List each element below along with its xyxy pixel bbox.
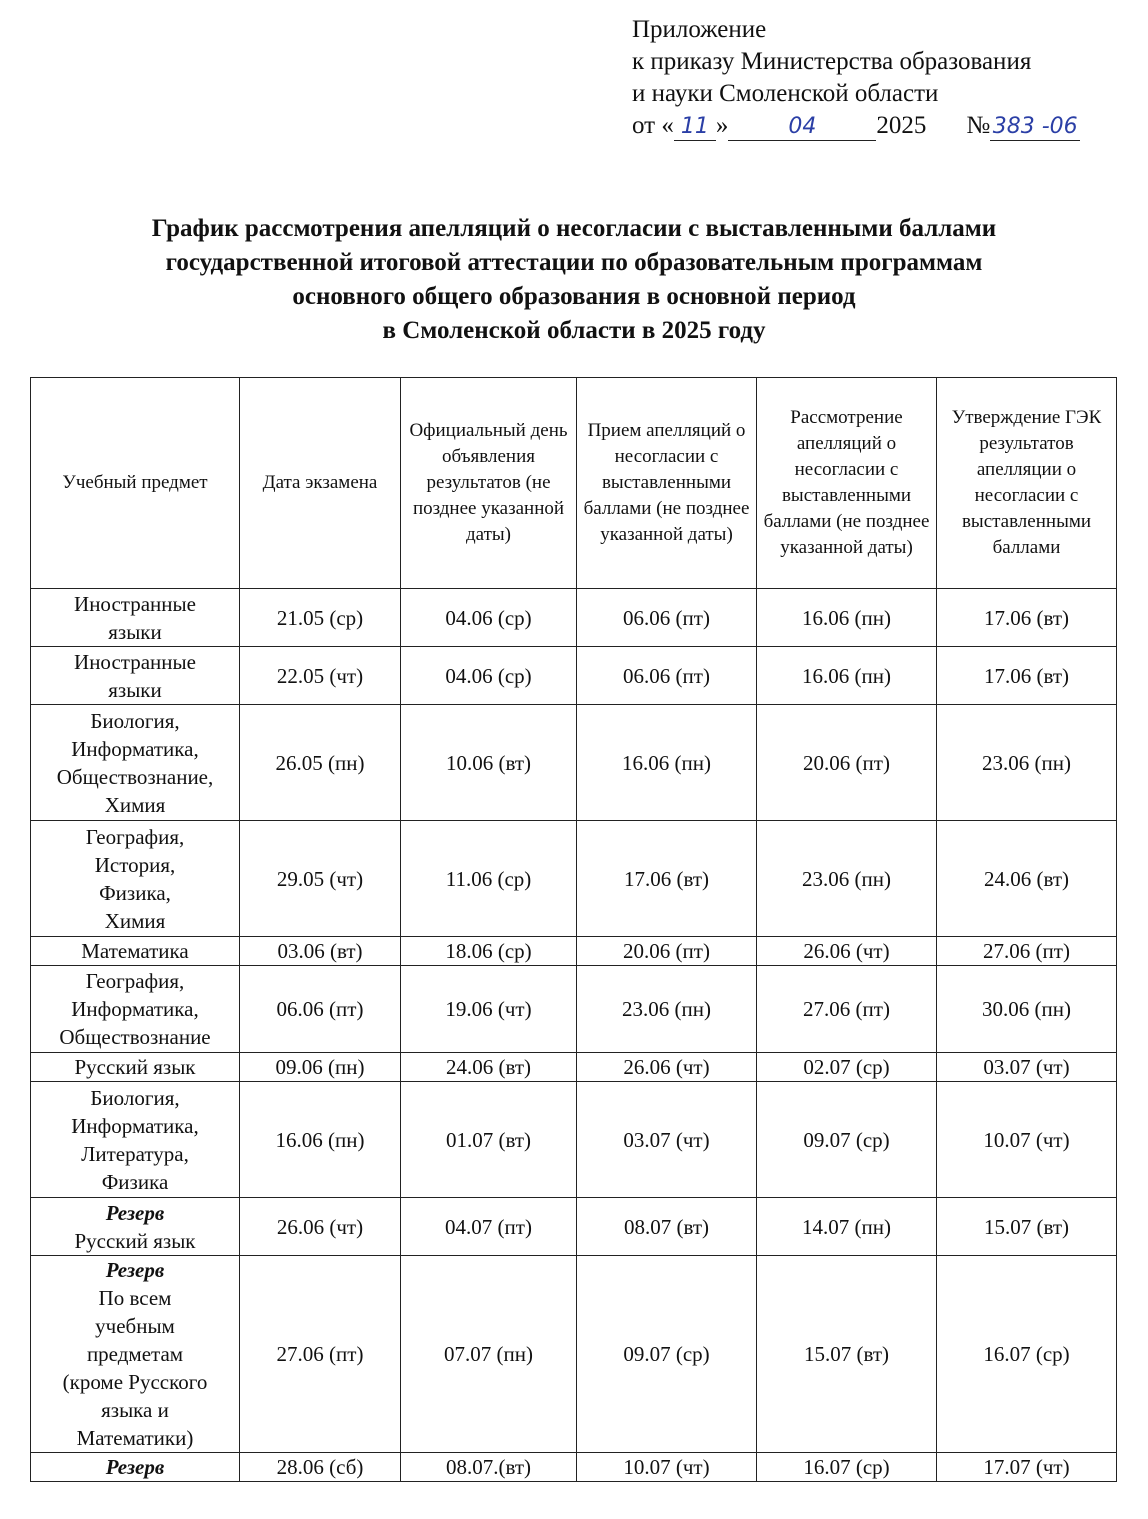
cell-gek-approval: 10.07 (чт) bbox=[937, 1082, 1117, 1198]
table-row bbox=[31, 937, 1117, 966]
cell-gek-approval: 30.06 (пн) bbox=[937, 966, 1117, 1053]
cell-gek-approval: 17.06 (вт) bbox=[937, 647, 1117, 705]
cell-appeal-review: 16.07 (ср) bbox=[757, 1453, 937, 1482]
subject-line: По всем bbox=[98, 1286, 172, 1310]
date-prefix: от « bbox=[632, 112, 674, 139]
cell-results-date: 07.07 (пн) bbox=[401, 1256, 577, 1453]
cell-results-date: 18.06 (ср) bbox=[401, 937, 577, 966]
cell-results-date: 04.07 (пт) bbox=[401, 1198, 577, 1256]
cell-appeal-review: 02.07 (ср) bbox=[757, 1053, 937, 1082]
table-row bbox=[31, 647, 1117, 705]
cell-exam-date: 28.06 (сб) bbox=[240, 1453, 401, 1482]
cell-results-date: 19.06 (чт) bbox=[401, 966, 577, 1053]
cell-results-date: 11.06 (ср) bbox=[401, 821, 577, 937]
subject-line: языки bbox=[108, 677, 162, 702]
subject-line: (кроме Русского bbox=[62, 1370, 208, 1394]
cell-appeal-intake: 09.07 (ср) bbox=[577, 1256, 757, 1453]
cell-results-date: 10.06 (вт) bbox=[401, 705, 577, 821]
subject-line: Биология, bbox=[90, 1085, 180, 1110]
cell-results-date: 04.06 (ср) bbox=[401, 647, 577, 705]
cell-appeal-intake: 17.06 (вт) bbox=[577, 821, 757, 937]
subject-line: Физика, bbox=[99, 880, 171, 905]
table-row bbox=[31, 821, 1117, 937]
subject-line: языки bbox=[108, 619, 162, 644]
subject-line: Информатика, bbox=[71, 736, 199, 761]
cell-exam-date: 09.06 (пн) bbox=[240, 1053, 401, 1082]
cell-appeal-review: 27.06 (пт) bbox=[757, 966, 937, 1053]
subject-line: Физика bbox=[101, 1169, 169, 1194]
cell-subject bbox=[31, 1198, 240, 1256]
subject-line: учебным bbox=[95, 1314, 175, 1338]
subject-line: Информатика, bbox=[71, 1113, 199, 1138]
cell-appeal-review: 16.06 (пн) bbox=[757, 647, 937, 705]
header-appeal-review: Рассмотрение апелляций о несогласии с выставленными баллами (не позднее указанной даты) bbox=[757, 378, 937, 589]
date-day-handwritten: 11 bbox=[674, 114, 716, 141]
cell-gek-approval: 16.07 (ср) bbox=[937, 1256, 1117, 1453]
appendix-label: Приложение bbox=[632, 16, 767, 43]
table-body bbox=[31, 589, 1117, 1482]
cell-appeal-review: 20.06 (пт) bbox=[757, 705, 937, 821]
subject-line: Химия bbox=[104, 792, 166, 817]
reserve-label: Резерв bbox=[105, 1258, 165, 1282]
date-mid: » bbox=[715, 112, 729, 139]
order-number-handwritten: 383 -06 bbox=[990, 114, 1080, 141]
subject-line: Информатика, bbox=[71, 997, 199, 1021]
date-year: 2025 bbox=[876, 112, 927, 139]
subject-line: Математика bbox=[81, 939, 189, 963]
cell-appeal-review: 23.06 (пн) bbox=[757, 821, 937, 937]
cell-appeal-intake: 26.06 (чт) bbox=[577, 1053, 757, 1082]
reserve-label: Резерв bbox=[105, 1455, 165, 1479]
cell-results-date: 04.06 (ср) bbox=[401, 589, 577, 647]
cell-appeal-intake: 16.06 (пн) bbox=[577, 705, 757, 821]
cell-exam-date: 27.06 (пт) bbox=[240, 1256, 401, 1453]
table-header-row bbox=[31, 378, 1117, 589]
cell-appeal-intake: 03.07 (чт) bbox=[577, 1082, 757, 1198]
cell-subject bbox=[31, 1453, 240, 1482]
subject-line: Русский язык bbox=[74, 1228, 196, 1253]
cell-subject bbox=[31, 705, 240, 821]
cell-subject bbox=[31, 821, 240, 937]
cell-appeal-review: 14.07 (пн) bbox=[757, 1198, 937, 1256]
table-row bbox=[31, 1082, 1117, 1198]
cell-exam-date: 16.06 (пн) bbox=[240, 1082, 401, 1198]
cell-appeal-intake: 23.06 (пн) bbox=[577, 966, 757, 1053]
number-prefix: № bbox=[966, 112, 991, 139]
table-row bbox=[31, 705, 1117, 821]
title-line: государственной итоговой аттестации по образовательным программам bbox=[165, 249, 983, 276]
header-appeal-intake: Прием апелляций о несогласии с выставленными баллами (не позднее указанной даты) bbox=[577, 378, 757, 589]
cell-subject bbox=[31, 966, 240, 1053]
cell-appeal-intake: 10.07 (чт) bbox=[577, 1453, 757, 1482]
cell-appeal-review: 26.06 (чт) bbox=[757, 937, 937, 966]
cell-appeal-intake: 08.07 (вт) bbox=[577, 1198, 757, 1256]
subject-line: Литература, bbox=[81, 1141, 189, 1166]
cell-subject bbox=[31, 1053, 240, 1082]
cell-exam-date: 26.06 (чт) bbox=[240, 1198, 401, 1256]
subject-line: Обществознание, bbox=[56, 764, 214, 789]
table-row bbox=[31, 1053, 1117, 1082]
table-row bbox=[31, 1198, 1117, 1256]
cell-results-date: 08.07.(вт) bbox=[401, 1453, 577, 1482]
subject-line: языка и bbox=[101, 1398, 169, 1422]
subject-line: Русский язык bbox=[74, 1055, 196, 1079]
header-subject: Учебный предмет bbox=[31, 378, 240, 589]
cell-exam-date: 03.06 (вт) bbox=[240, 937, 401, 966]
subject-line: Иностранные bbox=[74, 591, 196, 616]
cell-exam-date: 06.06 (пт) bbox=[240, 966, 401, 1053]
cell-subject bbox=[31, 1082, 240, 1198]
table-row bbox=[31, 589, 1117, 647]
cell-appeal-intake: 06.06 (пт) bbox=[577, 589, 757, 647]
header-exam-date: Дата экзамена bbox=[240, 378, 401, 589]
cell-exam-date: 21.05 (ср) bbox=[240, 589, 401, 647]
appendix-header bbox=[632, 14, 1080, 142]
cell-appeal-intake: 20.06 (пт) bbox=[577, 937, 757, 966]
cell-results-date: 01.07 (вт) bbox=[401, 1082, 577, 1198]
appeals-schedule-table bbox=[30, 377, 1117, 1482]
cell-exam-date: 22.05 (чт) bbox=[240, 647, 401, 705]
header-gek-approval: Утверждение ГЭК результатов апелляции о несогласии с выставленными баллами bbox=[937, 378, 1117, 589]
cell-gek-approval: 23.06 (пн) bbox=[937, 705, 1117, 821]
date-month-handwritten: 04 bbox=[728, 114, 876, 141]
subject-line: История, bbox=[94, 852, 176, 877]
cell-appeal-review: 16.06 (пн) bbox=[757, 589, 937, 647]
title-line: в Смоленской области в 2025 году bbox=[382, 317, 766, 344]
subject-line: Биология, bbox=[90, 708, 180, 733]
table-row bbox=[31, 1453, 1117, 1482]
cell-results-date: 24.06 (вт) bbox=[401, 1053, 577, 1082]
appendix-ministry-line: и науки Смоленской области bbox=[632, 80, 939, 107]
cell-gek-approval: 03.07 (чт) bbox=[937, 1053, 1117, 1082]
title-line: основного общего образования в основной период bbox=[292, 283, 856, 310]
cell-subject bbox=[31, 647, 240, 705]
appendix-order-line: к приказу Министерства образования bbox=[632, 48, 1032, 75]
cell-gek-approval: 17.07 (чт) bbox=[937, 1453, 1117, 1482]
cell-appeal-review: 15.07 (вт) bbox=[757, 1256, 937, 1453]
cell-gek-approval: 24.06 (вт) bbox=[937, 821, 1117, 937]
cell-exam-date: 29.05 (чт) bbox=[240, 821, 401, 937]
table-row bbox=[31, 966, 1117, 1053]
appendix-date-line bbox=[632, 110, 1080, 142]
title-line: График рассмотрения апелляций о несогласии с выставленными баллами bbox=[151, 215, 997, 242]
subject-line: Обществознание bbox=[59, 1025, 211, 1049]
document-title bbox=[0, 212, 1148, 348]
cell-subject bbox=[31, 1256, 240, 1453]
cell-subject bbox=[31, 937, 240, 966]
cell-exam-date: 26.05 (пн) bbox=[240, 705, 401, 821]
cell-appeal-review: 09.07 (ср) bbox=[757, 1082, 937, 1198]
header-results-date: Официальный день объявления результатов (не позднее указанной даты) bbox=[401, 378, 577, 589]
subject-line: География, bbox=[85, 969, 185, 993]
subject-line: География, bbox=[85, 824, 185, 849]
cell-gek-approval: 27.06 (пт) bbox=[937, 937, 1117, 966]
subject-line: Химия bbox=[104, 908, 166, 933]
subject-line: Математики) bbox=[76, 1426, 194, 1450]
cell-appeal-intake: 06.06 (пт) bbox=[577, 647, 757, 705]
cell-gek-approval: 15.07 (вт) bbox=[937, 1198, 1117, 1256]
cell-subject bbox=[31, 589, 240, 647]
table-row bbox=[31, 1256, 1117, 1453]
reserve-label: Резерв bbox=[105, 1200, 165, 1225]
subject-line: Иностранные bbox=[74, 649, 196, 674]
cell-gek-approval: 17.06 (вт) bbox=[937, 589, 1117, 647]
subject-line: предметам bbox=[86, 1342, 184, 1366]
